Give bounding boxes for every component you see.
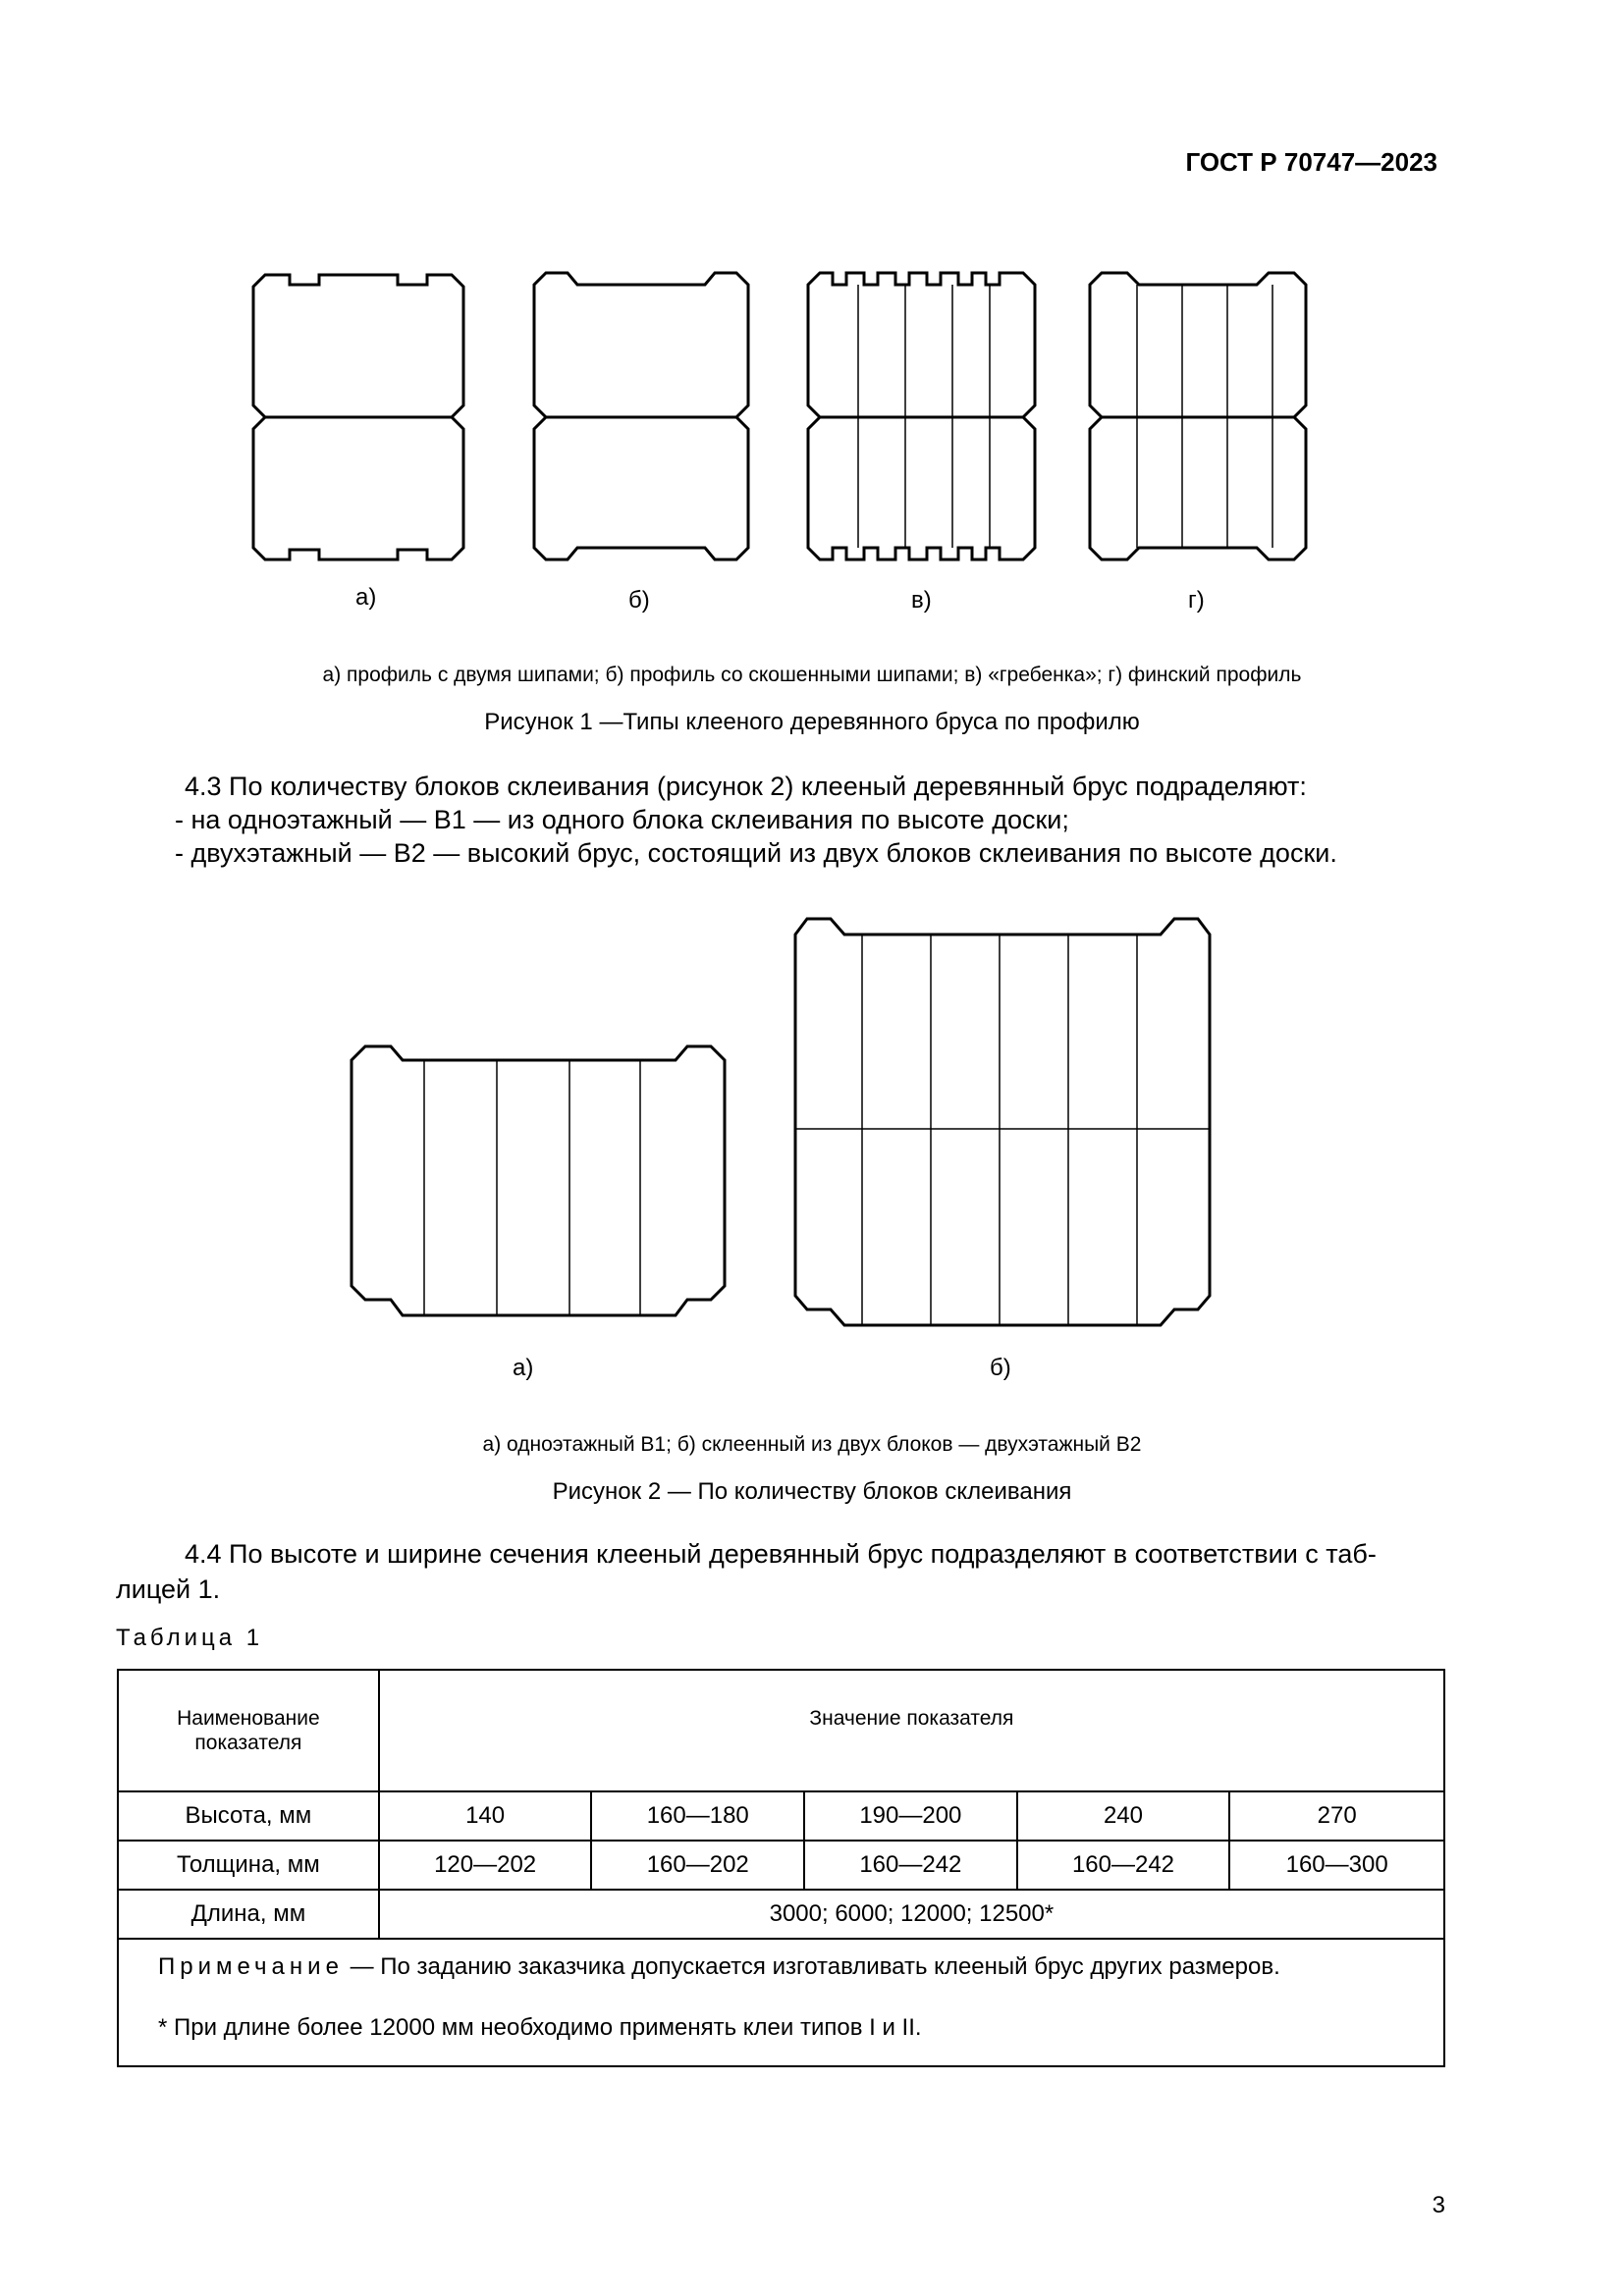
- note-label: Примечание: [158, 1953, 344, 1980]
- length-values: 3000; 6000; 12000; 12500*: [379, 1890, 1444, 1939]
- table-cell: 190—200: [804, 1791, 1017, 1841]
- table-note-cell: [118, 1939, 1444, 2066]
- note-text: — По заданию заказчика допускается изготавливать клееный брус других размеров.: [343, 1953, 1280, 1980]
- table-cell: 160—242: [1017, 1841, 1230, 1890]
- fig2-profile-b1: [352, 1046, 725, 1315]
- table-note-row: [118, 1939, 1444, 2066]
- fig1-profile-g: [1090, 273, 1306, 560]
- document-header: ГОСТ Р 70747—2023: [1185, 147, 1437, 177]
- row-name: Длина, мм: [118, 1890, 379, 1939]
- fig1-profile-v: [808, 273, 1035, 560]
- section-4-3-line3: - двухэтажный — В2 — высокий брус, состоящий из двух блоков склеивания по высоте доски.: [175, 838, 1337, 868]
- table-footnote: * При длине более 12000 мм необходимо применять клеи типов I и II.: [158, 2014, 922, 2041]
- figure1-legend: а) профиль с двумя шипами; б) профиль со скошенными шипами; в) «гребенка»; г) финский профиль: [322, 664, 1302, 686]
- table-note: [158, 1953, 1443, 2014]
- table-cell: 240: [1017, 1791, 1230, 1841]
- dimensions-table: [117, 1669, 1445, 2067]
- header-name-cell: [118, 1670, 379, 1791]
- figure2-legend: а) одноэтажный В1; б) склеенный из двух блоков — двухэтажный В2: [482, 1433, 1142, 1456]
- fig1-label-b: б): [628, 587, 650, 614]
- header-name: Наименование показателя: [177, 1707, 320, 1754]
- page-number: 3: [1432, 2192, 1445, 2218]
- fig1-profile-b: [534, 273, 748, 560]
- table-header-row: [118, 1670, 1444, 1791]
- fig2-label-a: а): [513, 1355, 534, 1381]
- header-value-cell: Значение показателя: [379, 1670, 1444, 1791]
- table-cell: 160—242: [804, 1841, 1017, 1890]
- fig2-label-b: б): [990, 1355, 1011, 1381]
- row-name: Толщина, мм: [118, 1841, 379, 1890]
- fig1-label-v: в): [911, 587, 932, 614]
- table-cell: 160—300: [1229, 1841, 1444, 1890]
- section-4-4-line2: лицей 1.: [116, 1575, 221, 1604]
- row-name: Высота, мм: [118, 1791, 379, 1841]
- table-cell: 270: [1229, 1791, 1444, 1841]
- fig2-profile-b2: [795, 919, 1210, 1325]
- section-4-3-line1: 4.3 По количеству блоков склеивания (рисунок 2) клееный деревянный брус подраделяют:: [185, 772, 1307, 801]
- section-4-4-line1: 4.4 По высоте и ширине сечения клееный деревянный брус подразделяют в соответствии с таб-: [185, 1539, 1377, 1569]
- table-cell: 160—202: [591, 1841, 804, 1890]
- table-row-length: [118, 1890, 1444, 1939]
- table-title: Таблица 1: [116, 1625, 264, 1651]
- table-cell: 140: [379, 1791, 592, 1841]
- section-4-3-line2: - на одноэтажный — В1 — из одного блока склеивания по высоте доски;: [175, 805, 1069, 834]
- fig1-label-a: а): [355, 584, 377, 611]
- table-row: [118, 1791, 1444, 1841]
- table-cell: 120—202: [379, 1841, 592, 1890]
- table-row: [118, 1841, 1444, 1890]
- fig1-profile-a: [253, 275, 463, 560]
- figure1-caption: Рисунок 1 —Типы клееного деревянного бруса по профилю: [484, 709, 1140, 735]
- fig1-label-g: г): [1188, 587, 1205, 614]
- figure2-caption: Рисунок 2 — По количеству блоков склеивания: [552, 1478, 1072, 1505]
- table-cell: 160—180: [591, 1791, 804, 1841]
